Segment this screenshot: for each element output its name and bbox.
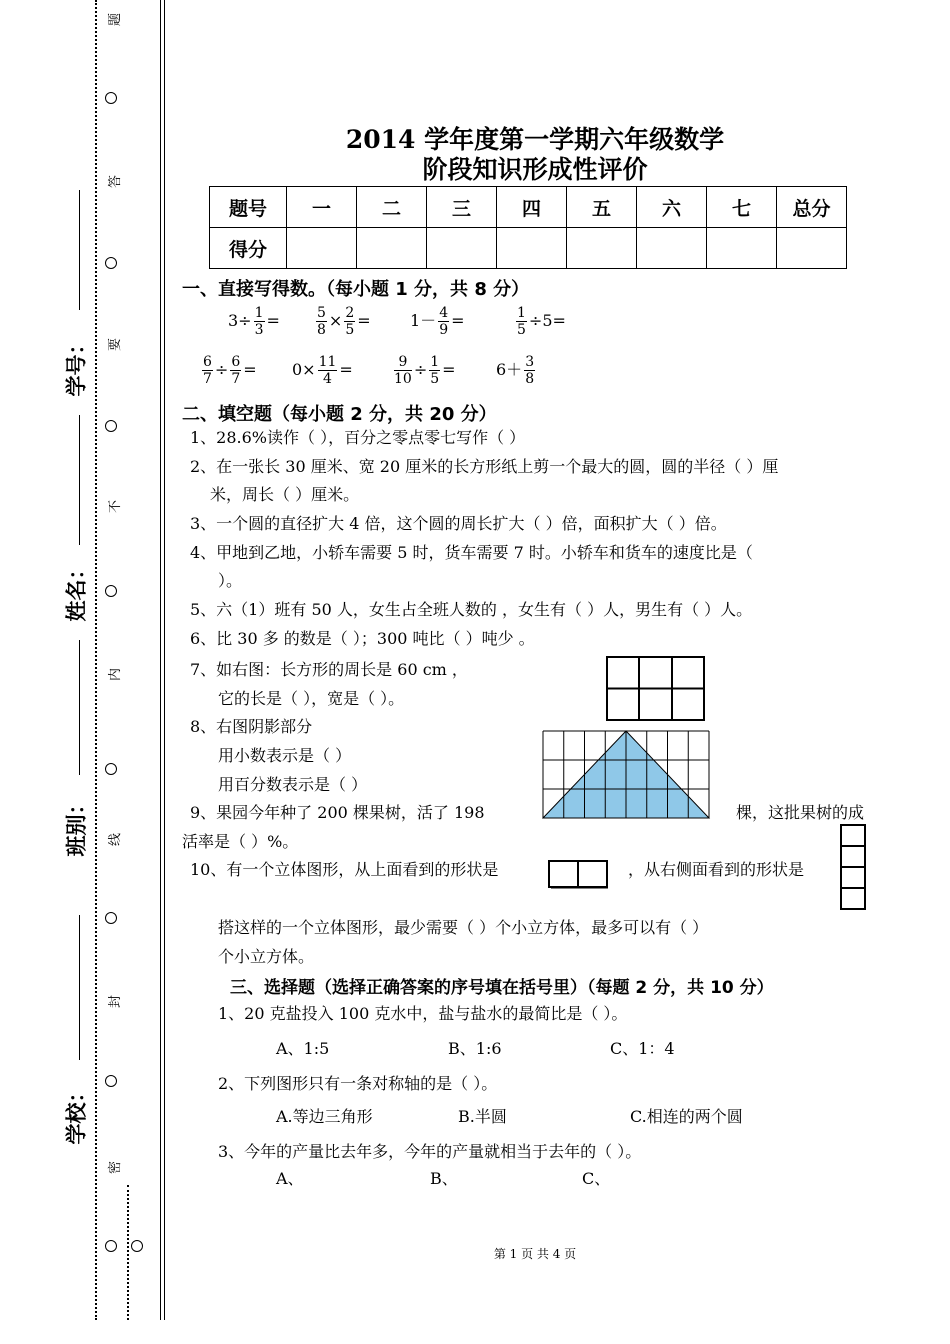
fill-q6: 6、比 30 多 的数是（ ）；300 吨比（ ）吨少 。 [190,629,535,648]
score-cell: 三 [427,187,497,228]
fill-q7-line1: 7、如右图：长方形的周长是 60 cm ， [190,660,468,679]
binding-line-2 [164,0,165,1320]
fill-q8-line3: 用百分数表示是（ ） [218,775,368,794]
seal-circle [105,763,117,775]
seal-circle [105,92,117,104]
score-table-header-row [210,187,847,228]
calc-item-1: 3÷ $\frac{1}{3}$ = [228,305,280,338]
q10-side-view-figure [840,824,870,914]
name-label: 姓名： [64,558,89,622]
choice-q2: 2、下列图形只有一条对称轴的是（ ）。 [218,1074,498,1093]
choice-q2-option-a[interactable]: A.等边三角形 [276,1107,373,1126]
seal-char-bu: 不 [108,499,124,514]
seal-char-mi: 密 [108,1160,124,1175]
q7-rectangle-figure [606,656,706,722]
seal-circle [105,420,117,432]
choice-q1-option-a[interactable]: A、1:5 [276,1039,330,1058]
fill-q4-line2: ）。 [218,571,243,590]
student-id-line[interactable] [79,190,80,310]
seal-circle [105,912,117,924]
fill-q10-line3: 个小立方体。 [218,947,315,966]
choice-q3-option-a[interactable]: A、 [276,1169,304,1188]
school-label: 学校： [64,1081,89,1145]
seal-dotted-line-1 [95,0,97,1320]
calc-item-2: $\frac{5}{8}$ × $\frac{2}{5}$ = [317,305,371,338]
score-input-cell[interactable] [497,228,567,269]
section3-heading: 三、选择题（选择正确答案的序号填在括号里）（每题 2 分，共 10 分） [230,978,774,998]
section2-heading: 二、填空题（每小题 2 分，共 20 分） [182,404,497,425]
name-line[interactable] [79,415,80,545]
class-line[interactable] [79,640,80,775]
student-id-label: 学号： [64,333,89,397]
calc-item-6: 0× $\frac{11}{4}$ = [292,354,353,387]
score-input-cell[interactable] [567,228,637,269]
score-input-cell[interactable] [287,228,357,269]
score-input-cell[interactable] [427,228,497,269]
seal-char-feng: 封 [108,994,124,1009]
binding-line-1 [160,0,161,1320]
q10-top-view-figure [548,860,610,890]
choice-q1-option-b[interactable]: B、1:6 [448,1039,502,1058]
score-cell: 七 [707,187,777,228]
choice-q3-option-b[interactable]: B、 [430,1169,458,1188]
score-input-cell[interactable] [637,228,707,269]
fill-q8-line1: 8、右图阴影部分 [190,717,313,736]
q8-shaded-grid-figure [542,730,712,820]
seal-char-nei: 内 [108,667,124,682]
choice-q3: 3、今年的产量比去年多，今年的产量就相当于去年的（ ）。 [218,1142,642,1161]
section1-heading: 一、直接写得数。（每小题 1 分，共 8 分） [182,279,530,300]
choice-q1-option-c[interactable]: C、1：4 [610,1039,675,1058]
fill-q4-line1: 4、甲地到乙地，小轿车需要 5 时，货车需要 7 时。小轿车和货车的速度比是（ [190,543,753,562]
score-table-score-row [210,228,847,269]
seal-char-yao: 要 [108,337,124,352]
fill-q9-line1: 9、果园今年种了 200 棵果树，活了 198 [190,803,485,822]
seal-circle [105,585,117,597]
fill-q5: 5、六（1）班有 50 人，女生占全班人数的 ，女生有（ ）人，男生有（ ）人。 [190,600,753,619]
score-cell: 四 [497,187,567,228]
seal-char-xian: 线 [108,832,124,847]
calc-item-3: 1－ $\frac{4}{9}$ = [410,305,465,338]
score-cell: 二 [357,187,427,228]
fill-q9-line2: 活率是（ ）%。 [182,832,299,851]
seal-char-ti: 题 [108,12,124,27]
fill-q2-line2: 米，周长（ ）厘米。 [210,485,360,504]
fill-q10-line1: 10、有一个立体图形，从上面看到的形状是 [190,860,499,879]
score-table [209,186,847,269]
fill-q3: 3、一个圆的直径扩大 4 倍，这个圆的周长扩大（ ）倍，面积扩大（ ）倍。 [190,514,727,533]
fill-q10-line2: 搭这样的一个立体图形，最少需要（ ）个小立方体，最多可以有（ ） [218,918,709,937]
score-cell: 五 [567,187,637,228]
calc-item-8: 6＋ $\frac{3}{8}$ [496,354,535,387]
school-line[interactable] [79,915,80,1060]
score-input-cell[interactable] [357,228,427,269]
score-cell: 总分 [777,187,847,228]
seal-char-da: 答 [108,174,124,189]
score-label: 得分 [210,228,287,269]
score-cell: 六 [637,187,707,228]
calc-item-5: $\frac{6}{7}$ ÷ $\frac{6}{7}$ = [203,354,257,387]
score-input-cell[interactable] [777,228,847,269]
calc-item-4: $\frac{1}{5}$ ÷5= [517,305,566,338]
page-title-line1: 2014 学年度第一学期六年级数学 [345,125,725,154]
choice-q3-option-c[interactable]: C、 [582,1169,611,1188]
score-cell: 一 [287,187,357,228]
fill-q1: 1、28.6%读作（ ），百分之零点零七写作（ ） [190,428,526,447]
seal-circle [105,257,117,269]
class-label: 班别： [64,793,89,857]
page-footer: 第 1 页 共 4 页 [493,1247,577,1261]
choice-q2-option-b[interactable]: B.半圆 [458,1107,507,1126]
page-title-line2: 阶段知识形成性评价 [422,155,648,184]
seal-circle [105,1075,117,1087]
fill-q7-line2: 它的长是（ ），宽是（ ）。 [218,689,405,708]
score-input-cell[interactable] [707,228,777,269]
fill-q2-line1: 2、在一张长 30 厘米、宽 20 厘米的长方形纸上剪一个最大的圆，圆的半径（ ）厘 [190,457,779,476]
fill-q10-line1b: ，从右侧面看到的形状是 [628,860,805,879]
choice-q2-option-c[interactable]: C.相连的两个圆 [630,1107,743,1126]
score-cell: 题号 [210,187,287,228]
fill-q8-line2: 用小数表示是（ ） [218,746,352,765]
calc-item-7: $\frac{9}{10}$ ÷ $\frac{1}{5}$ = [394,354,456,387]
fill-q9-line1b: 棵，这批果树的成 [736,803,865,822]
choice-q1: 1、20 克盐投入 100 克水中，盐与盐水的最简比是（ ）。 [218,1004,628,1023]
